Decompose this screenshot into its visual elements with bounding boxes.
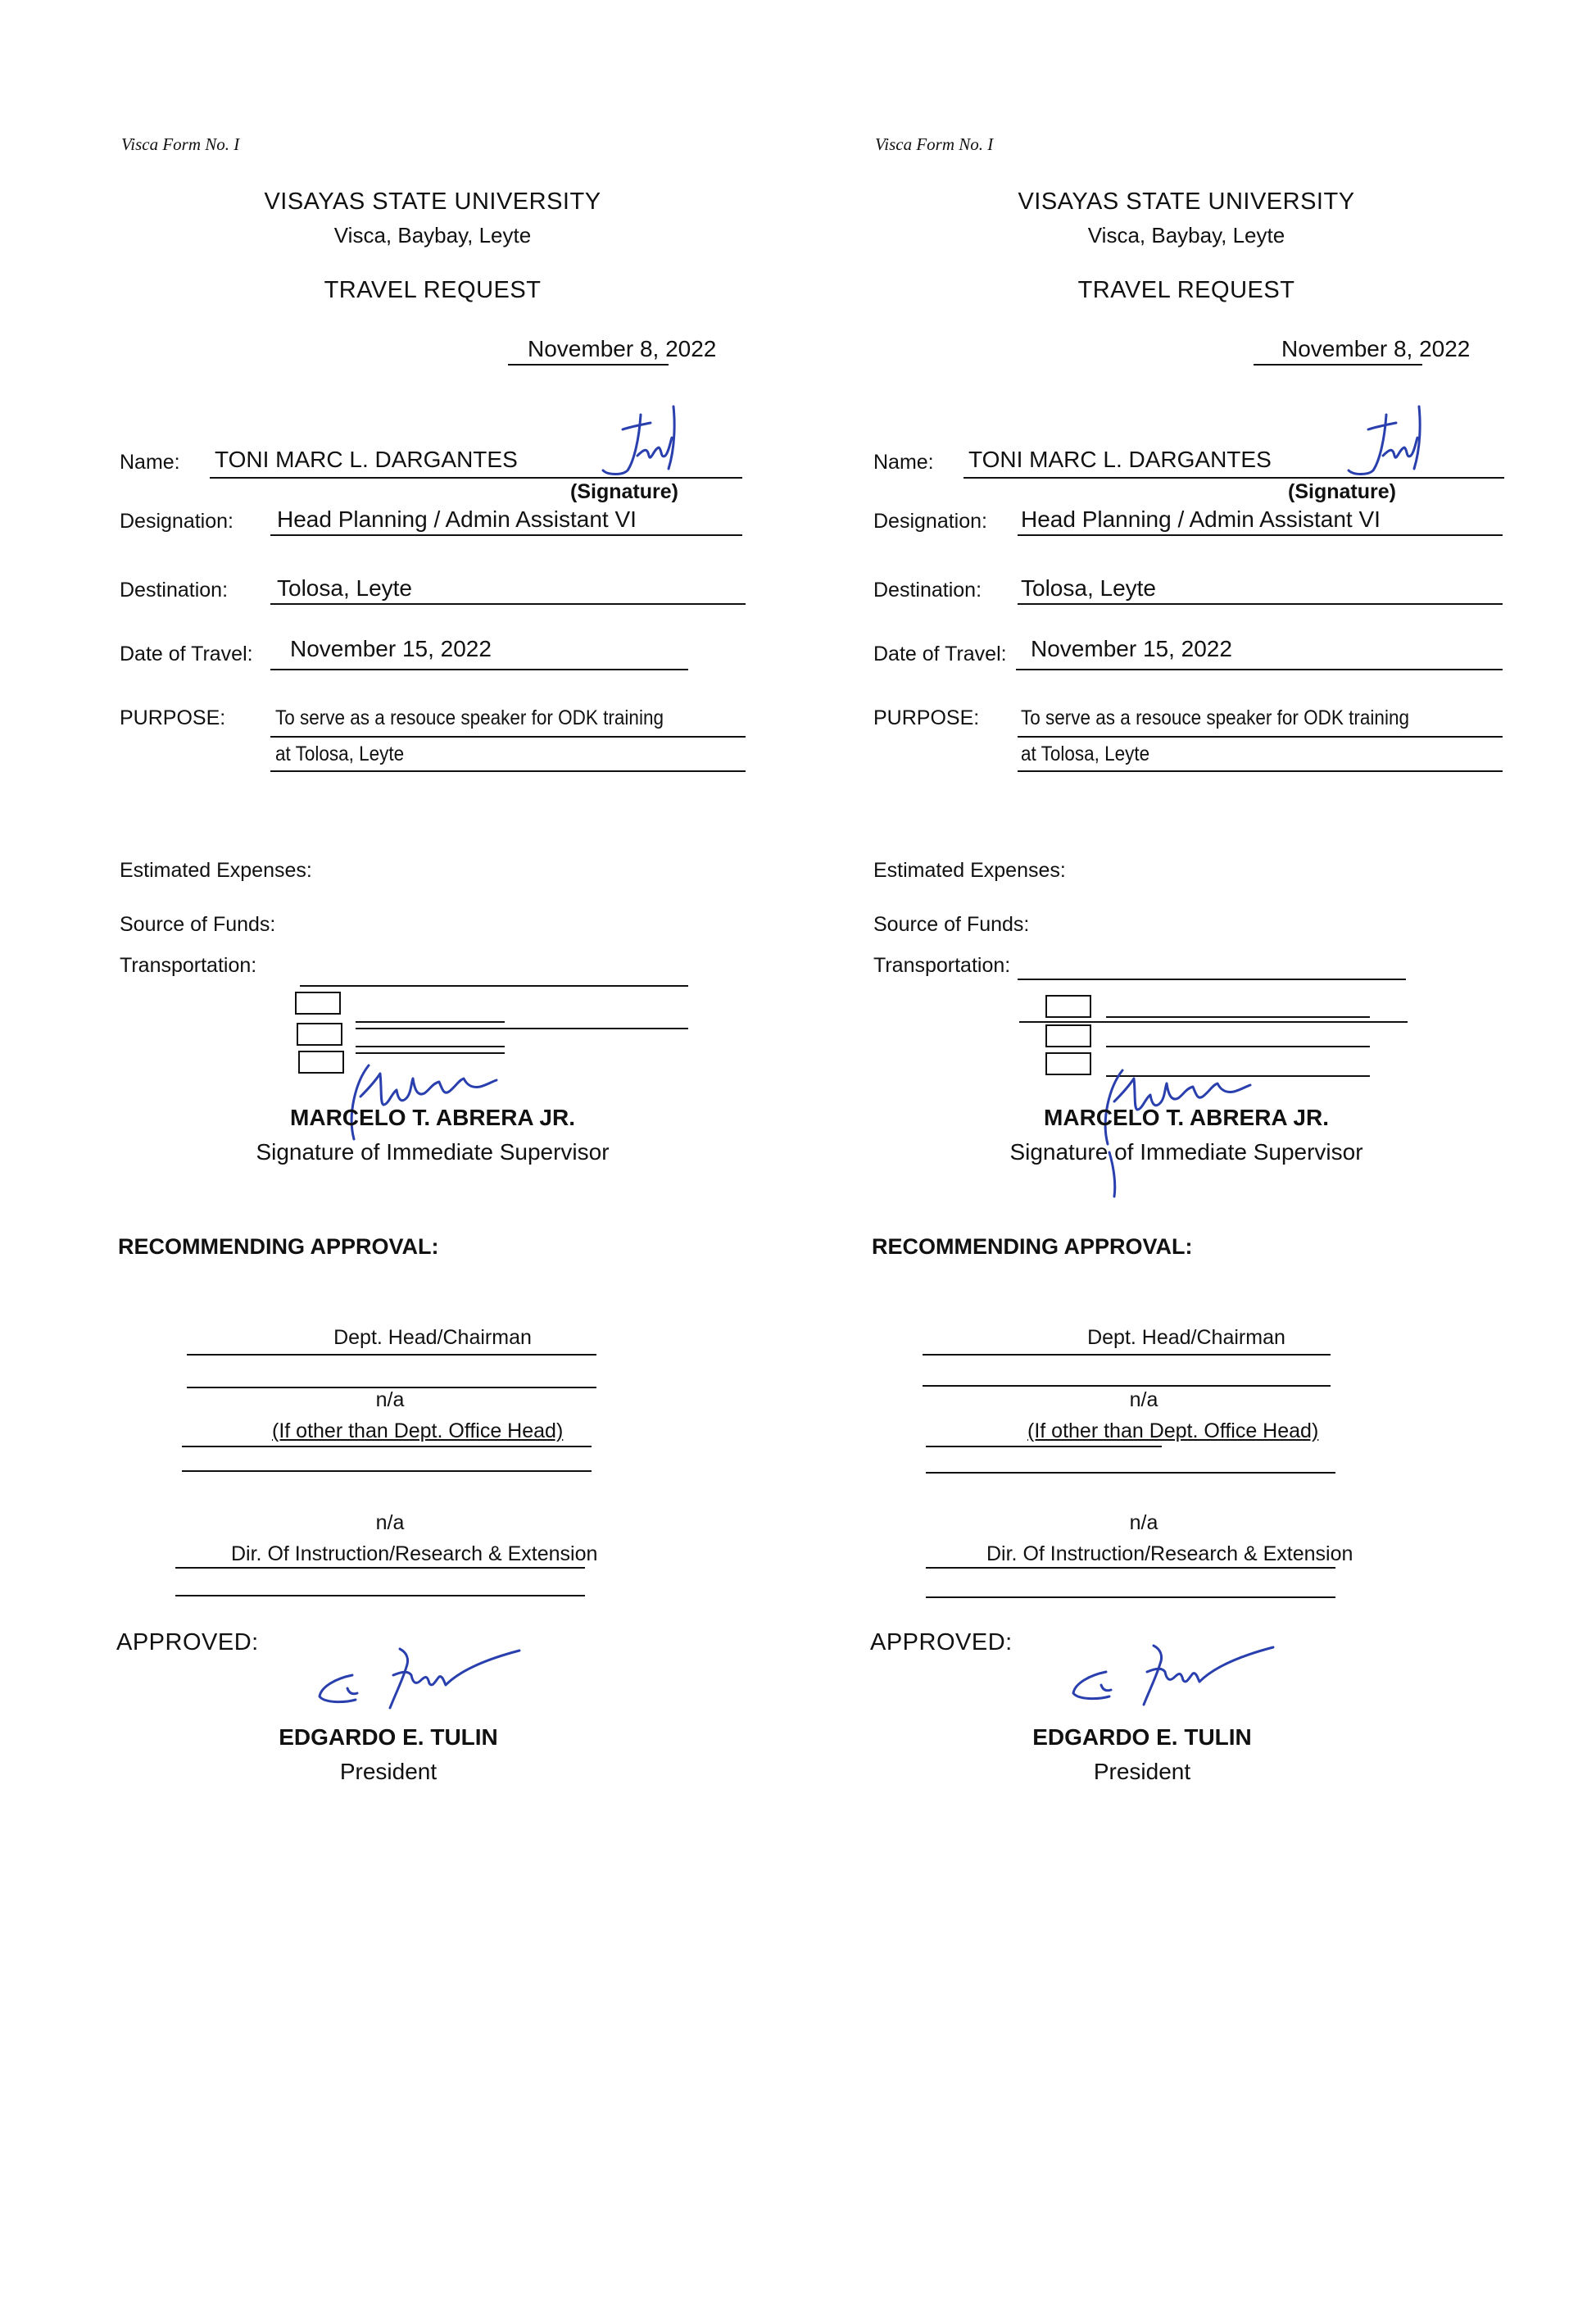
transport-option-line-1 <box>356 1021 505 1023</box>
purpose-line-2: at Tolosa, Leyte <box>1021 743 1150 765</box>
transport-checkbox-1[interactable] <box>295 992 341 1015</box>
director-underline <box>175 1567 585 1569</box>
request-date: November 8, 2022 <box>528 336 717 361</box>
dept-head-underline <box>187 1354 596 1356</box>
date-of-travel-label: Date of Travel: <box>120 643 253 665</box>
transport-option-line-2 <box>1106 1046 1370 1047</box>
transport-option-line-1 <box>1106 1016 1370 1018</box>
director-label: Dir. Of Instruction/Research & Extension <box>986 1542 1353 1565</box>
na-value-1: n/a <box>1129 1388 1158 1411</box>
date-of-travel-underline <box>1016 669 1503 670</box>
name-label: Name: <box>120 451 180 474</box>
university-name: VISAYAS STATE UNIVERSITY <box>264 188 601 215</box>
director-underline <box>926 1567 1335 1569</box>
date-underline <box>1254 364 1422 366</box>
supervisor-name: MARCELO T. ABRERA JR. <box>290 1105 575 1130</box>
president-signature-image <box>311 1642 524 1716</box>
na-value-2: n/a <box>375 1511 405 1534</box>
transport-checkbox-3[interactable] <box>1045 1052 1091 1075</box>
approved-label: APPROVED: <box>116 1629 259 1655</box>
destination-label: Destination: <box>120 579 229 602</box>
president-name: EDGARDO E. TULIN <box>1032 1724 1252 1750</box>
other-than-label: (If other than Dept. Office Head) <box>1027 1419 1319 1442</box>
designation-underline <box>1018 534 1503 536</box>
designation-underline <box>270 534 742 536</box>
date-of-travel-value: November 15, 2022 <box>290 636 492 661</box>
purpose-line-1: To serve as a resouce speaker for ODK training <box>1021 706 1409 729</box>
transport-option-line-2 <box>356 1046 505 1047</box>
request-date: November 8, 2022 <box>1281 336 1471 361</box>
requester-name: TONI MARC L. DARGANTES <box>215 447 518 472</box>
supervisor-caption: Signature of Immediate Supervisor <box>256 1139 610 1165</box>
form-number: Visca Form No. I <box>875 134 994 154</box>
transportation-label: Transportation: <box>120 954 257 977</box>
transport-extra-line <box>1019 1021 1408 1023</box>
purpose-underline-2 <box>270 770 746 772</box>
signature-label: (Signature) <box>570 480 678 503</box>
supervisor-caption: Signature of Immediate Supervisor <box>1009 1139 1363 1165</box>
purpose-line-1: To serve as a resouce speaker for ODK training <box>275 706 664 729</box>
president-name: EDGARDO E. TULIN <box>279 1724 498 1750</box>
form-number: Visca Form No. I <box>121 134 240 154</box>
transportation-underline <box>1018 979 1406 980</box>
travel-request-form-right <box>754 0 1552 2298</box>
transportation-label: Transportation: <box>873 954 1011 977</box>
destination-underline <box>270 603 746 605</box>
designation-label: Designation: <box>120 510 234 533</box>
purpose-line-2: at Tolosa, Leyte <box>275 743 405 765</box>
president-signature-image <box>1065 1639 1278 1713</box>
dept-head-underline <box>923 1354 1331 1356</box>
president-title: President <box>339 1759 438 1784</box>
dept-head-label: Dept. Head/Chairman <box>333 1326 532 1349</box>
director-label: Dir. Of Instruction/Research & Extension <box>231 1542 598 1565</box>
university-address: Visca, Baybay, Leyte <box>1087 223 1285 248</box>
designation-label: Designation: <box>873 510 987 533</box>
signature-label: (Signature) <box>1288 480 1396 503</box>
approved-label: APPROVED: <box>870 1629 1013 1655</box>
purpose-underline-1 <box>270 736 746 738</box>
date-of-travel-value: November 15, 2022 <box>1031 636 1232 661</box>
recommending-approval-label: RECOMMENDING APPROVAL: <box>118 1234 439 1259</box>
supervisor-signature-image <box>1090 1062 1278 1201</box>
requester-signature-image <box>1335 390 1450 480</box>
form-title: TRAVEL REQUEST <box>1077 277 1295 303</box>
transportation-underline <box>300 985 688 987</box>
transport-checkbox-1[interactable] <box>1045 995 1091 1018</box>
supervisor-name: MARCELO T. ABRERA JR. <box>1044 1105 1329 1130</box>
director-line-2 <box>175 1595 585 1596</box>
destination-label: Destination: <box>873 579 982 602</box>
designation-value: Head Planning / Admin Assistant VI <box>1021 506 1381 532</box>
estimated-expenses-label: Estimated Expenses: <box>873 859 1066 882</box>
president-title: President <box>1093 1759 1191 1784</box>
na-value-2: n/a <box>1129 1511 1158 1534</box>
form-title: TRAVEL REQUEST <box>324 277 542 303</box>
name-label: Name: <box>873 451 934 474</box>
director-line-2 <box>926 1596 1335 1598</box>
destination-underline <box>1018 603 1503 605</box>
purpose-label: PURPOSE: <box>873 706 980 729</box>
date-underline <box>508 364 669 366</box>
na-value-1: n/a <box>375 1388 405 1411</box>
destination-value: Tolosa, Leyte <box>1021 575 1156 601</box>
other-than-line-2 <box>926 1472 1335 1474</box>
other-than-label: (If other than Dept. Office Head) <box>272 1419 564 1442</box>
dept-head-label: Dept. Head/Chairman <box>1087 1326 1285 1349</box>
transport-checkbox-2[interactable] <box>1045 1024 1091 1047</box>
date-of-travel-label: Date of Travel: <box>873 643 1007 665</box>
purpose-underline-1 <box>1018 736 1503 738</box>
supervisor-signature-image <box>336 1057 524 1147</box>
destination-value: Tolosa, Leyte <box>277 575 412 601</box>
transport-checkbox-2[interactable] <box>297 1023 342 1046</box>
purpose-label: PURPOSE: <box>120 706 226 729</box>
university-address: Visca, Baybay, Leyte <box>333 223 532 248</box>
recommending-approval-label: RECOMMENDING APPROVAL: <box>872 1234 1193 1259</box>
other-than-underline <box>182 1446 592 1447</box>
other-than-line-2 <box>182 1470 592 1472</box>
estimated-expenses-label: Estimated Expenses: <box>120 859 312 882</box>
requester-name: TONI MARC L. DARGANTES <box>968 447 1272 472</box>
date-of-travel-underline <box>270 669 688 670</box>
purpose-underline-2 <box>1018 770 1503 772</box>
source-of-funds-label: Source of Funds: <box>873 913 1030 936</box>
transport-option-line-3 <box>356 1052 505 1054</box>
designation-value: Head Planning / Admin Assistant VI <box>277 506 637 532</box>
requester-signature-image <box>590 390 705 480</box>
transport-extra-line <box>356 1028 688 1029</box>
university-name: VISAYAS STATE UNIVERSITY <box>1018 188 1355 215</box>
other-than-underline <box>926 1446 1162 1447</box>
source-of-funds-label: Source of Funds: <box>120 913 276 936</box>
dept-head-line-2 <box>923 1385 1331 1387</box>
